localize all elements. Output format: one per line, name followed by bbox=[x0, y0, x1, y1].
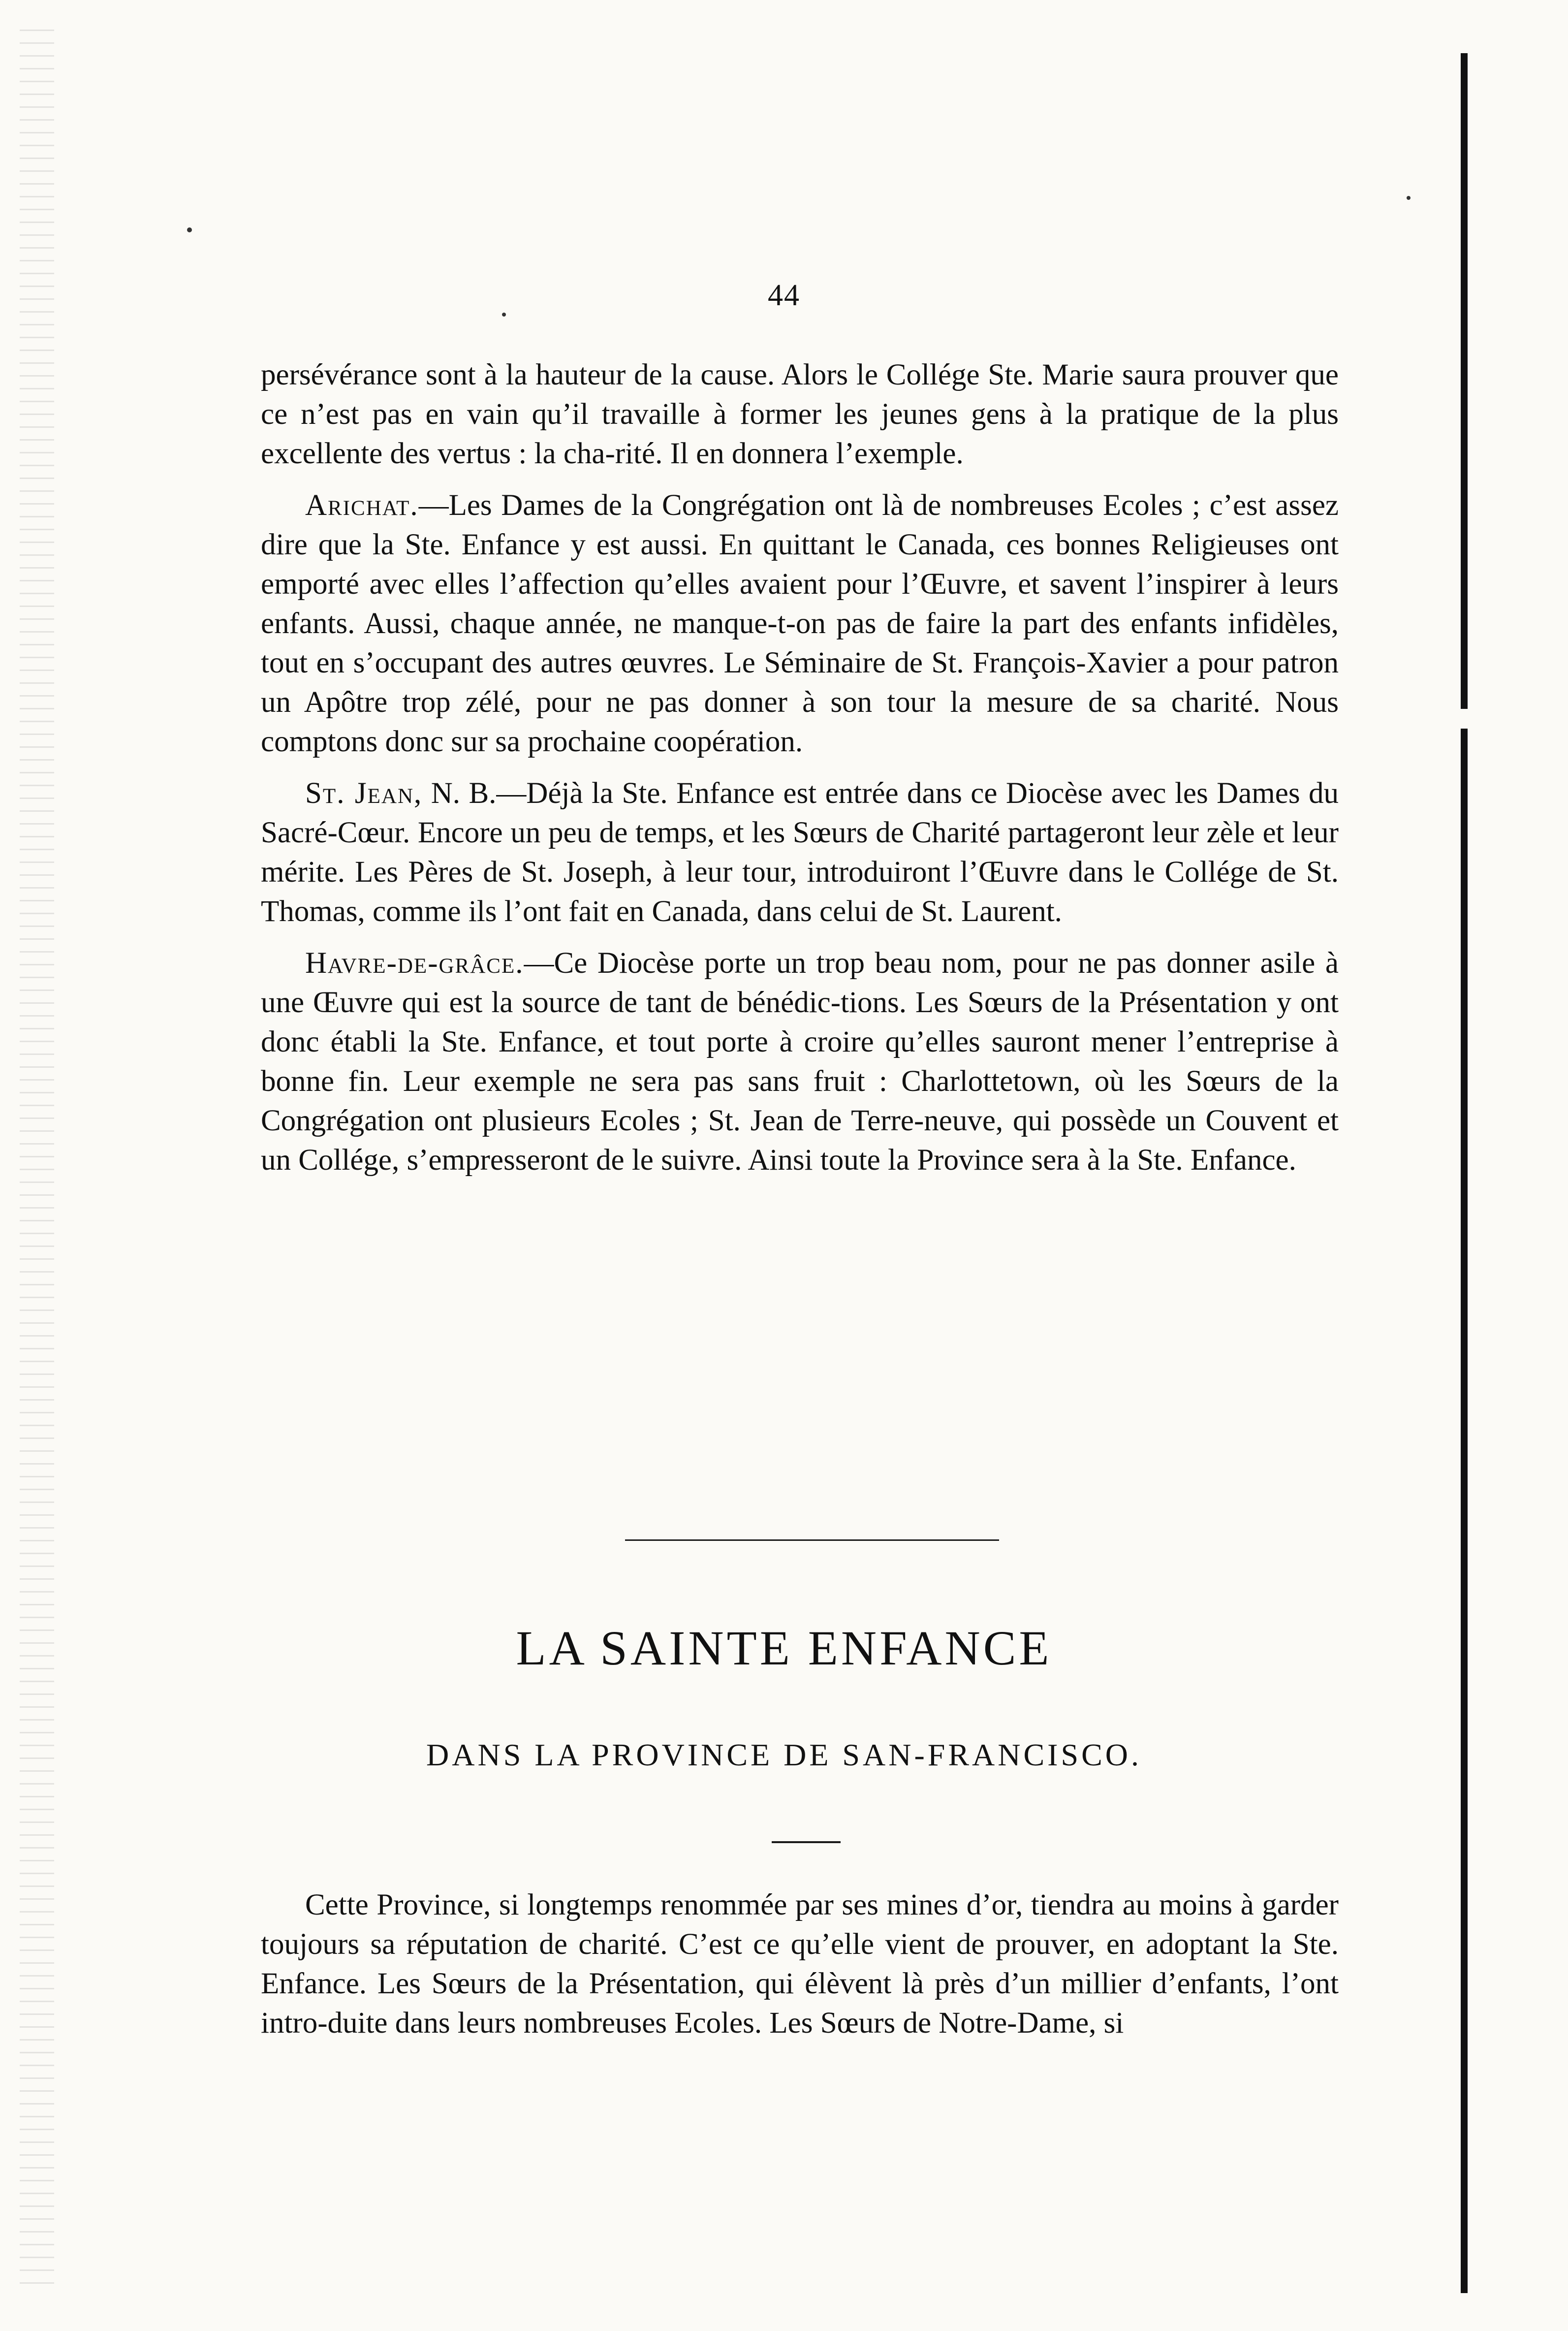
paragraph-lead: Arichat. bbox=[305, 489, 419, 522]
paragraph-lead: St. Jean, bbox=[305, 777, 423, 810]
section-title: LA SAINTE ENFANCE bbox=[516, 1621, 1052, 1675]
paragraph-text: N. B.—Déjà la Ste. Enfance est entrée dans ce Diocèse avec les Dames du Sacré-Cœur. Encore un peu de temps, et les Sœurs de Charité partageront leur zèle et leur mérite. Les Pères de St. Joseph, à leur tour, introduiront l’Œuvre dans le Collége de St. Thomas, comme ils l’ont fait en Canada, dans celui de St. Laurent. bbox=[261, 777, 1339, 928]
scan-right-edge-gap bbox=[1454, 709, 1474, 729]
scan-right-edge bbox=[1461, 53, 1468, 2293]
paragraph-havre-de-grace bbox=[261, 944, 1339, 1180]
scan-speck bbox=[187, 227, 192, 232]
scan-speck bbox=[502, 313, 506, 317]
body-text-section-1 bbox=[261, 355, 1339, 1192]
paragraph-text: —Ce Diocèse porte un trop beau nom, pour ne pas donner asile à une Œuvre qui est la source de tant de bénédic-tions. Les Sœurs de la Présentation y ont donc établi la Ste. Enfance, et tout porte à croire qu’elles sauront mener l’entreprise à bonne fin. Leur exemple ne sera pas sans fruit : Charlottetown, où les Sœurs de la Congrégation ont plusieurs Ecoles ; St. Jean de Terre-neuve, qui possède un Couvent et un Collége, s’empresseront de le suivre. Ainsi toute la Province sera à la Ste. Enfance. bbox=[261, 947, 1339, 1177]
scan-speck bbox=[1407, 196, 1411, 200]
body-text-section-2 bbox=[261, 1885, 1339, 2055]
paragraph-text: Cette Province, si longtemps renommée par ses mines d’or, tiendra au moins à garder toujours sa réputation de charité. C’est ce qu’elle vient de prouver, en adoptant la Ste. Enfance. Les Sœurs de la Présentation, qui élèvent là près d’un millier d’enfants, l’ont intro-duite dans leurs nombreuses Ecoles. Les Sœurs de Notre-Dame, si bbox=[261, 1888, 1339, 2040]
paragraph-san-francisco bbox=[261, 1885, 1339, 2043]
section-subtitle: DANS LA PROVINCE DE SAN-FRANCISCO. bbox=[426, 1737, 1142, 1772]
paragraph-st-jean bbox=[261, 774, 1339, 931]
paragraph-text: —Les Dames de la Congrégation ont là de nombreuses Ecoles ; c’est assez dire que la Ste. Enfance y est aussi. En quittant le Canada, ces bonnes Religieuses ont emporté avec elles l’affection qu’elles avaient pour l’Œuvre, et savent l’inspirer à leurs enfants. Aussi, chaque année, ne manque-t-on pas de faire la part des enfants infidèles, tout en s’occupant des autres œuvres. Le Séminaire de St. François-Xavier a pour patron un Apôtre trop zélé, pour ne pas donner à son tour la mesure de sa charité. Nous comptons donc sur sa prochaine coopération. bbox=[261, 489, 1339, 758]
scan-left-edge bbox=[20, 30, 54, 2294]
paragraph-continuation bbox=[261, 355, 1339, 474]
paragraph-arichat bbox=[261, 486, 1339, 762]
section-divider bbox=[625, 1539, 999, 1541]
paragraph-lead: Havre-de-grâce. bbox=[305, 947, 524, 980]
paragraph-text: persévérance sont à la hauteur de la cause. Alors le Collége Ste. Marie saura prouver que ce n’est pas en vain qu’il travaille à former les jeunes gens à la pratique de la plus excellente des vertus : la cha-rité. Il en donnera l’exemple. bbox=[261, 358, 1339, 470]
page-number: 44 bbox=[768, 279, 800, 312]
title-rule bbox=[772, 1841, 841, 1843]
